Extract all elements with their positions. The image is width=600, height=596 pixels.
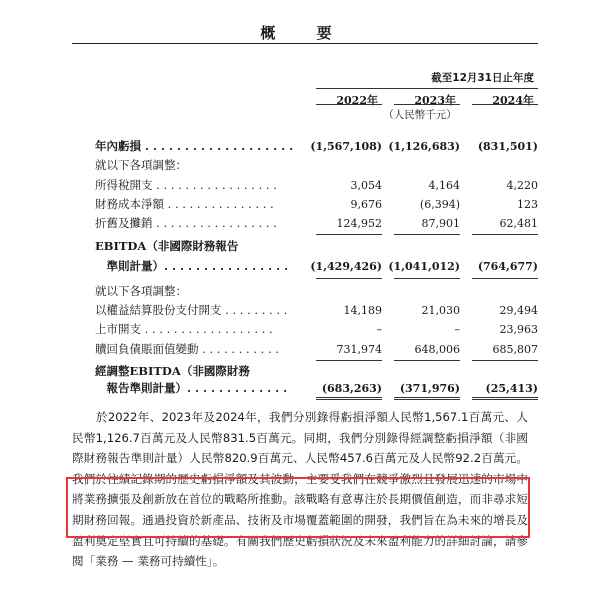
row-label: 所得稅開支 . . . . . . . . . . . . . . . . .: [95, 178, 277, 192]
value-2023: 87,901: [421, 217, 460, 230]
unit-label: （人民幣千元）: [383, 109, 457, 121]
subtotal-rule: [394, 234, 460, 235]
row-label: 折舊及攤銷 . . . . . . . . . . . . . . . . .: [95, 216, 277, 230]
period-rule: [316, 88, 538, 89]
row-label: 贖回負債賬面值變動 . . . . . . . . . . .: [95, 342, 279, 356]
year-2022-header: 2022年: [336, 94, 378, 107]
row-label: 就以下各項調整：: [95, 158, 187, 172]
value-2024: 29,494: [499, 304, 538, 317]
row-label: 以權益結算股份支付開支 . . . . . . . . .: [95, 303, 288, 317]
value-2024: (25,413): [485, 382, 538, 395]
paragraph-text: 於2022年、2023年及2024年，我們分別錄得虧損淨額人民幣1,567.1百萬元、人民幣1,126.7百萬元及人民幣831.5百萬元。同期，我們分別錄得經調整虧損淨額（非國際財務報告準則計量）人民幣820.9百萬元、人民幣457.6百萬元及人民幣92.2百萬元。我們於往績記錄期的歷史虧損淨額及其波動，主要受我們在競爭激烈且發展迅速的市場中將業務擴張及創新放在首位的戰略所推動。該戰略有意專注於長期價值創造，而非尋求短期財務回報。通過投資於新產品、技術及市場覆蓋範圍的開發，我們旨在為未來的增長及盈利奠定堅實且可持續的基礎。有關我們歷史虧損狀況及未來盈利能力的詳細討論，請參閱「業務 — 業務可持續性」。: [72, 410, 528, 569]
value-2022: (1,567,108): [310, 140, 382, 153]
subtotal-rule: [394, 360, 460, 361]
row-label: 準則計量）. . . . . . . . . . . . . . . .: [95, 259, 289, 273]
value-2024: (764,677): [477, 260, 538, 273]
year-2023-header: 2023年: [414, 94, 456, 107]
subtotal-rule: [472, 360, 538, 361]
subtotal-rule: [472, 278, 538, 279]
year-2024-header: 2024年: [492, 94, 534, 107]
value-2024: 23,963: [499, 323, 538, 336]
value-2023: –: [454, 323, 460, 336]
value-2023: 21,030: [421, 304, 460, 317]
row-label: 經調整EBITDA（非國際財務: [95, 364, 250, 378]
value-2023: (1,041,012): [388, 260, 460, 273]
value-2023: 648,006: [414, 343, 460, 356]
value-2023: (1,126,683): [388, 140, 460, 153]
subtotal-rule: [316, 234, 382, 235]
value-2022: 3,054: [350, 179, 382, 192]
row-label: EBITDA（非國際財務報告: [95, 239, 239, 253]
title-rule: [72, 43, 538, 44]
subtotal-rule: [316, 278, 382, 279]
row-label: 年內虧損 . . . . . . . . . . . . . . . . . . .: [95, 139, 294, 153]
row-label: 財務成本淨額 . . . . . . . . . . . . . . .: [95, 197, 274, 211]
value-2022: 731,974: [336, 343, 382, 356]
value-2022: (683,263): [321, 382, 382, 395]
value-2024: 123: [517, 198, 538, 211]
page-title: 概 要: [260, 24, 350, 42]
value-2024: (831,501): [477, 140, 538, 153]
subtotal-rule: [316, 360, 382, 361]
value-2022: 124,952: [336, 217, 382, 230]
value-2024: 4,220: [506, 179, 538, 192]
value-2022: 9,676: [350, 198, 382, 211]
row-label: 就以下各項調整：: [95, 284, 187, 298]
row-label: 報告準則計量）. . . . . . . . . . . . .: [95, 381, 288, 395]
value-2024: 685,807: [492, 343, 538, 356]
year-rule: [472, 104, 538, 105]
summary-paragraph: [72, 407, 528, 572]
value-2022: –: [376, 323, 382, 336]
value-2024: 62,481: [499, 217, 538, 230]
total-double-rule: [316, 397, 382, 400]
total-double-rule: [394, 397, 460, 400]
value-2023: (6,394): [419, 198, 460, 211]
period-header: 截至12月31日止年度: [431, 72, 534, 84]
value-2023: 4,164: [428, 179, 460, 192]
value-2023: (371,976): [399, 382, 460, 395]
value-2022: (1,429,426): [310, 260, 382, 273]
total-double-rule: [472, 397, 538, 400]
year-rule: [316, 104, 382, 105]
subtotal-rule: [394, 278, 460, 279]
value-2022: 14,189: [343, 304, 382, 317]
year-rule: [394, 104, 460, 105]
subtotal-rule: [472, 234, 538, 235]
row-label: 上市開支 . . . . . . . . . . . . . . . . . .: [95, 322, 273, 336]
